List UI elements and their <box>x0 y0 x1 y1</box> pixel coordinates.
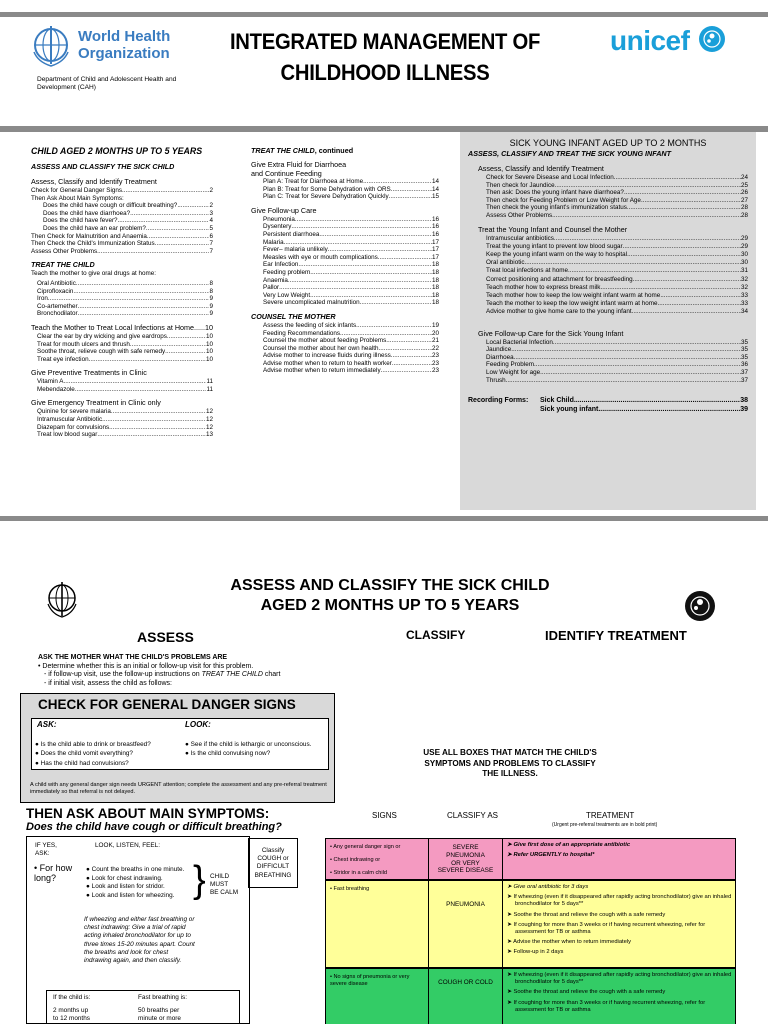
contents-entry: Intramuscular antibiotics ..... 29 <box>486 235 748 243</box>
contents-entry: Teach the mother to keep the low weight infant warm at home ..... 33 <box>486 300 748 308</box>
contents-entry: Advise mother to increase fluids during illness ..... 23 <box>263 352 439 360</box>
contents-entry: Advice mother to give home care to the young infant ..... 34 <box>486 308 748 316</box>
section-title: TREAT THE CHILD, continued <box>251 146 354 155</box>
top-border <box>0 12 768 17</box>
contents-entry: Counsel the mother about feeding Problems ..... 21 <box>263 337 439 345</box>
contents-entry: Assess Other Problems ..... 28 <box>486 212 748 220</box>
classification-label: SEVERE PNEUMONIA OR VERY SEVERE DISEASE <box>437 844 494 875</box>
contents-entry: Oral Antibiotic ..... 8 <box>37 280 213 288</box>
contents-entry: Check for General Danger Signs ..... 2 <box>31 187 213 195</box>
classification-cell <box>428 838 503 880</box>
contents-entry: Feeding Recommendations ..... 20 <box>263 330 439 338</box>
contents-entry: Counsel the mother about her own health ..... 22 <box>263 345 439 353</box>
contents-entry: Does the child have fever? ..... 4 <box>31 217 213 225</box>
classification-cell <box>428 968 503 1024</box>
group-heading: Give Follow-up Care <box>251 205 317 215</box>
use-all-boxes-note: USE ALL BOXES THAT MATCH THE CHILD'S SYMPTOMS AND PROBLEMS TO CLASSIFY THE ILLNESS. <box>423 748 597 778</box>
contents-entry: Treat for mouth ulcers and thrush ..... 10 <box>37 341 213 349</box>
treatment-item: ➤ Follow-up in 2 days <box>507 949 564 956</box>
contents-entry: Measles with eye or mouth complications ..... 17 <box>263 254 439 262</box>
contents-entry: Very Low Weight ..... 18 <box>263 292 439 300</box>
contents-entry: Treat the young infant to prevent low blood sugar ..... 29 <box>486 243 748 251</box>
classification-label: COUGH OR COLD <box>438 979 493 986</box>
contents-entry: Plan C: Treat for Severe Dehydration Quickly ..... 15 <box>263 193 439 201</box>
contents-entry: Feeding Problem ..... 36 <box>486 361 748 369</box>
contents-entry: Intramuscular Antibiotic ..... 12 <box>37 416 213 424</box>
treatment-item: ➤ If wheezing (even if it disappeared after rapidly acting bronchodilator) give an inhaled bronchodilator for 5 days** <box>507 894 732 908</box>
danger-signs-heading: CHECK FOR GENERAL DANGER SIGNS <box>38 697 296 712</box>
sign-item: • Any general danger sign or <box>330 844 401 850</box>
contents-entry: Then Check for Malnutrition and Anaemia ..... 6 <box>31 233 213 241</box>
contents-entry: Does the child have diarrhoea? ..... 3 <box>31 210 213 218</box>
contents-entry: Plan B: Treat for Some Dehydration with ORS ..... 14 <box>263 186 439 194</box>
contents-entry: Co-artemether ..... 9 <box>37 303 213 311</box>
who-name: World Health Organization <box>78 28 171 62</box>
page-title: INTEGRATED MANAGEMENT OF CHILDHOOD ILLNESS <box>229 29 541 85</box>
fast-breathing-cell: 50 breaths per minute or more <box>138 1007 181 1022</box>
list-item: ● Look for chest indrawing. <box>86 874 163 882</box>
section-title: SICK YOUNG INFANT AGED UP TO 2 MONTHS <box>509 138 707 148</box>
treatment-item: ➤ Soothe the throat and relieve the cough with a safe remedy <box>507 911 666 918</box>
page-divider <box>0 516 768 521</box>
contents-entry: Vitamin A ..... 11 <box>37 378 213 386</box>
identify-treatment-heading: IDENTIFY TREATMENT <box>545 628 687 643</box>
who-emblem-small-icon <box>44 580 80 625</box>
signs-cell <box>325 838 429 880</box>
treatment-item: ➤ Give first dose of an appropriate antibiotic <box>507 842 631 848</box>
contents-column-infant <box>468 138 748 414</box>
contents-entry: Pneumonia ..... 16 <box>263 216 439 224</box>
contents-entry: Diarrhoea ..... 35 <box>486 354 748 362</box>
contents-entry: Teach mother how to keep the low weight infant warm at home ..... 33 <box>486 292 748 300</box>
contents-entry: Iron ..... 9 <box>37 295 213 303</box>
contents-entry: Ciprofloxacin ..... 8 <box>37 288 213 296</box>
treatment-cell <box>502 880 736 968</box>
contents-entry: Treat eye infection ..... 10 <box>37 356 213 364</box>
treatment-item: ➤ If wheezing (even if it disappeared after rapidly acting bronchodilator) give an inhaled bronchodilator for 5 days** <box>507 972 732 986</box>
urgent-note: A child with any general danger sign needs URGENT attention; complete the assessment and any pre-referral treatment immediately so that referral is not delayed. <box>30 782 327 795</box>
contents-entry: Soothe throat, relieve cough with safe remedy ..... 10 <box>37 348 213 356</box>
classification-label: PNEUMONIA <box>446 901 485 908</box>
contents-entry: Low Weight for age ..... 37 <box>486 369 748 377</box>
contents-entry: Advise mother when to return to health worker ..... 23 <box>263 360 439 368</box>
classify-as-header: CLASSIFY AS <box>447 811 498 820</box>
contents-entry: Check for Severe Disease and Local Infection ..... 24 <box>486 174 748 182</box>
recording-form-row: Sick young infant ..... 39 <box>468 405 748 414</box>
classification-cell <box>428 880 503 968</box>
recording-form-row: Recording Forms: Sick Child ..... 38 <box>468 396 748 405</box>
contents-entry: Treat local infections at home ..... 31 <box>486 267 748 275</box>
signs-cell <box>325 968 429 1024</box>
contents-entry: Then check the young infant's immunization status ..... 28 <box>486 204 748 212</box>
treatment-item: ➤ If coughing for more than 3 weeks or if having recurrent wheezing, refer for assessment for TB or asthma <box>507 921 706 936</box>
treatment-item: ➤ Give oral antibiotic for 3 days <box>507 884 589 890</box>
department-text: Department of Child and Adolescent Health and Development (CAH) <box>37 76 177 91</box>
group-heading: Assess, Classify and Identify Treatment <box>478 164 604 173</box>
group-heading: Give Extra Fluid for Diarrhoea and Continue Feeding <box>251 160 347 178</box>
contents-entry: Persistent diarrhoea ..... 16 <box>263 231 439 239</box>
group-heading: Give Follow-up Care for the Sick Young Infant <box>478 328 624 338</box>
contents-entry: Clear the ear by dry wicking and give eardrops ..... 10 <box>37 333 213 341</box>
classify-cough-label: Classify COUGH or DIFFICULT BREATHING <box>254 847 292 879</box>
treatment-cell <box>502 838 736 880</box>
contents-entry: Correct positioning and attachment for breastfeeding ..... 32 <box>486 276 748 284</box>
list-item: ● Is the child able to drink or breastfeed? <box>35 741 151 748</box>
group-heading: Give Emergency Treatment in Clinic only <box>31 398 161 408</box>
contents-entry: Anaemia ..... 18 <box>263 277 439 285</box>
main-symptoms-heading: THEN ASK ABOUT MAIN SYMPTOMS: <box>26 806 270 821</box>
contents-entry: Plan A: Treat for Diarrhoea at Home ..... 14 <box>263 178 439 186</box>
contents-entry: Teach mother how to express breast milk ..... 32 <box>486 284 748 292</box>
contents-entry: Diazepam for convulsions ..... 12 <box>37 424 213 432</box>
contents-entry: Feeding problem ..... 18 <box>263 269 439 277</box>
contents-entry: Pallor ..... 18 <box>263 284 439 292</box>
contents-entry: Dysentery ..... 16 <box>263 223 439 231</box>
sign-item: • Fast breathing <box>330 886 370 892</box>
ask-mother-block: ASK THE MOTHER WHAT THE CHILD'S PROBLEMS ARE • Determine whether this is an initial or follow-up visit for this problem. - if follow-up visit, use the follow-up instructions on TREAT THE CHILD chart - if initial visit, assess the child as follows: <box>38 654 281 687</box>
fast-breathing-header: Fast breathing is: <box>138 994 188 1001</box>
if-yes-label: IF YES, ASK: <box>35 842 57 857</box>
list-item: ● Look and listen for stridor. <box>86 883 165 891</box>
brace: } <box>193 859 206 901</box>
contents-column-child <box>31 146 213 439</box>
list-item: ● Is the child convulsing now? <box>185 750 271 758</box>
chart-title: ASSESS AND CLASSIFY THE SICK CHILD AGED 2 MONTHS UP TO 5 YEARS <box>230 577 550 614</box>
contents-entry: Then Ask About Main Symptoms: <box>31 194 124 202</box>
contents-entry: Bronchodilator ..... 9 <box>37 310 213 318</box>
contents-entry: Assess the feeding of sick infants ..... 19 <box>263 322 439 330</box>
ask-list <box>35 740 180 768</box>
look-list <box>185 740 325 759</box>
group-heading: COUNSEL THE MOTHER <box>251 311 336 321</box>
cough-question: Does the child have cough or difficult breathing? <box>26 821 282 833</box>
group-heading: Treat the Young Infant and Counsel the Mother <box>478 224 628 234</box>
calm-note: CHILD MUST BE CALM <box>210 873 239 896</box>
contents-entry: Then ask: Does the young infant have diarrhoea? ..... 26 <box>486 189 748 197</box>
contents-entry: Does the child have cough or difficult breathing? ..... 2 <box>31 202 213 210</box>
contents-entry: Ear Infection ..... 18 <box>263 261 439 269</box>
contents-entry: Local Bacterial Infection ..... 35 <box>486 339 748 347</box>
contents-entry: Quinine for severe malaria ..... 12 <box>37 408 213 416</box>
group-heading: Teach the Mother to Treat Local Infections at Home ..... 10 <box>31 323 213 333</box>
section-title: CHILD AGED 2 MONTHS UP TO 5 YEARS <box>31 146 203 156</box>
group-heading: Give Preventive Treatments in Clinic <box>31 368 147 378</box>
treatment-item: ➤ Refer URGENTLY to hospital* <box>507 852 595 859</box>
unicef-logo: unicef <box>610 24 727 57</box>
section-subtitle: ASSESS, CLASSIFY AND TREAT THE SICK YOUNG INFANT <box>468 149 671 158</box>
contents-entry: Then check for Feeding Problem or Low Weight for Age ..... 27 <box>486 197 748 205</box>
contents-column-treat <box>251 146 439 375</box>
contents-entry: Then Check the Child's Immunization Status ..... 7 <box>31 240 213 248</box>
who-logo <box>28 22 198 72</box>
list-item: ● Does the child vomit everything? <box>35 750 133 758</box>
contents-entry: Thrush ..... 37 <box>486 377 748 385</box>
list-item: ● Look and listen for wheezing. <box>86 891 175 899</box>
section-subtitle: ASSESS AND CLASSIFY THE SICK CHILD <box>31 162 175 171</box>
signs-header: SIGNS <box>372 811 397 820</box>
contents-entry: Treat low blood sugar ..... 13 <box>37 431 213 439</box>
treatment-cell <box>502 968 736 1024</box>
assess-heading: ASSESS <box>137 629 194 645</box>
ask-label: ASK: <box>37 720 57 729</box>
treatment-item: ➤ Soothe the throat and relieve the cough with a safe remedy <box>507 989 666 996</box>
treatment-note: (Urgent pre-referral treatments are in bold print) <box>552 822 658 828</box>
contents-entry: Then check for Jaundice ..... 25 <box>486 182 748 190</box>
sign-item: • Stridor in a calm child <box>330 870 387 876</box>
contents-entry: Malaria ..... 17 <box>263 239 439 247</box>
contents-entry: Fever– malaria unlikely ..... 17 <box>263 246 439 254</box>
list-item: ● See if the child is lethargic or unconscious. <box>185 741 312 748</box>
contents-entry: Assess Other Problems ..... 7 <box>31 248 213 256</box>
wheezing-note: If wheezing and either fast breathing or chest indrawing: Give a trial of rapid acting inhaled bronchodilator for up to three times 15-20 minutes apart. Count the breaths and look for chest indrawing again, and then classify. <box>84 916 195 965</box>
treatment-item: ➤ Advise the mother when to return immediately <box>507 939 632 946</box>
group-subheading: Teach the mother to give oral drugs at home: <box>31 270 156 278</box>
classify-heading: CLASSIFY <box>406 628 466 642</box>
contents-entry: Jaundice ..... 35 <box>486 346 748 354</box>
who-emblem-icon <box>28 22 74 68</box>
contents-entry: Severe uncomplicated malnutrition ..... 18 <box>263 299 439 307</box>
signs-cell <box>325 880 429 968</box>
sign-item: • No signs of pneumonia or very severe disease <box>330 974 410 987</box>
how-long-label: • For how long? <box>34 863 73 883</box>
age-header: If the child is: <box>53 994 91 1001</box>
look-listen-feel-label: LOOK, LISTEN, FEEL: <box>95 842 160 849</box>
contents-entry: Keep the young infant warm on the way to hospital ..... 30 <box>486 251 748 259</box>
unicef-emblem-small-icon <box>682 588 718 629</box>
sign-item: • Chest indrawing or <box>330 857 381 863</box>
look-listen-feel-list <box>86 866 196 900</box>
age-cell: 2 months up to 12 months <box>53 1007 90 1022</box>
contents-entry: Oral antibiotic ..... 30 <box>486 259 748 267</box>
treatment-header: TREATMENT <box>586 811 635 820</box>
unicef-emblem-icon <box>697 24 727 54</box>
list-item: ● Count the breaths in one minute. <box>86 866 185 873</box>
contents-entry: Does the child have an ear problem? ..... 5 <box>31 225 213 233</box>
contents-entry: Advise mother when to return immediately ..... 23 <box>263 367 439 375</box>
group-heading: Assess, Classify and Identify Treatment <box>31 177 157 186</box>
list-item: ● Has the child had convulsions? <box>35 759 129 767</box>
treatment-item: ➤ If coughing for more than 3 weeks or if having recurrent wheezing, refer for assessment for TB or asthma <box>507 999 706 1013</box>
group-heading: TREAT THE CHILD <box>31 260 95 270</box>
contents-entry: Mebendazole ..... 11 <box>37 386 213 394</box>
look-label: LOOK: <box>185 720 211 729</box>
